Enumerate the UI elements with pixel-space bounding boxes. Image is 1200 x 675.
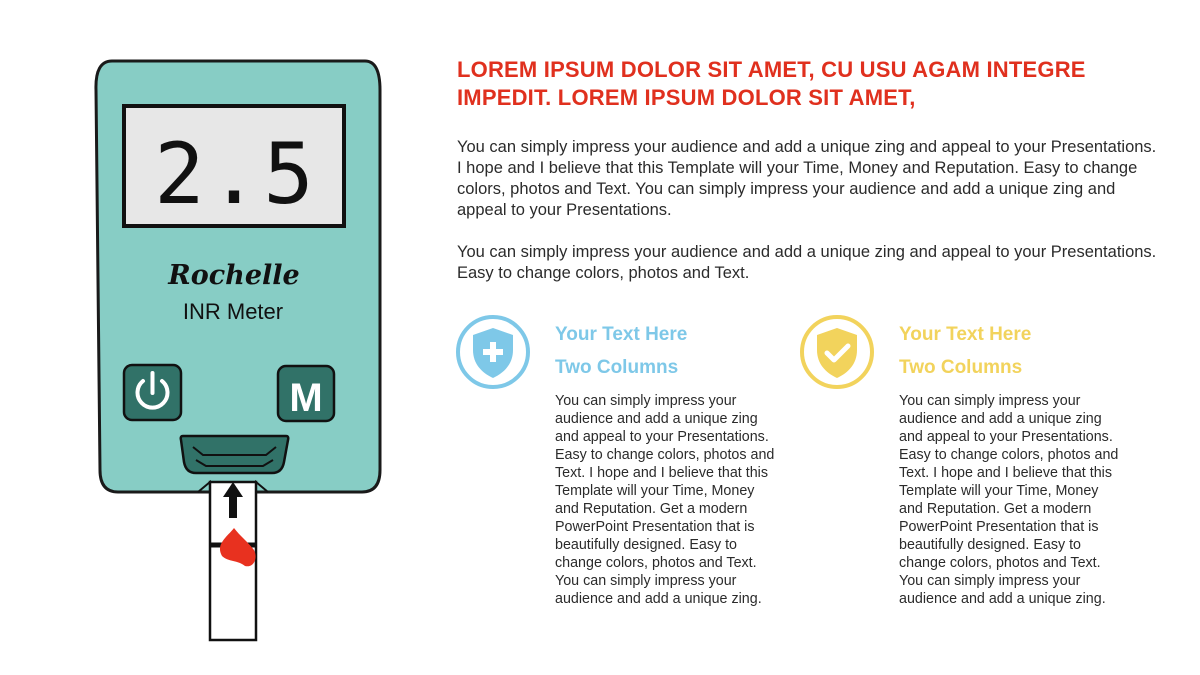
test-strip [198,482,268,640]
model-label: INR Meter [182,299,284,324]
intro-paragraph-2: You can simply impress your audience and add a unique zing and appeal to your Presentations. Easy to change colors, photos and Text. [457,243,1157,282]
strip-slot [181,436,289,473]
column-1-title-line-1: Your Text Here [555,324,688,345]
shield-plus-icon [453,312,533,392]
column-2-body: You can simply impress your audience and add a unique zing and appeal to your Presentations. Easy to change colors, photos and Text. I hope and I believe that this Template will your Time, Money and Reputation. Get a modern PowerPoint Presentation that is beautifully designed. Easy to change colors, photos and Text. You can simply impress your audience and add a unique zing. [899,393,1119,607]
memory-button-label: M [289,376,323,420]
inr-meter-illustration [0,0,420,675]
intro-paragraph-1: You can simply impress your audience and add a unique zing and appeal to your Presentations. I hope and I believe that this Template will your Time, Money and Reputation. Easy to change colors, photos and Text. You can simply impress your audience and add a unique zing and appeal to your Presentations. [457,138,1157,219]
column-1-body: You can simply impress your audience and add a unique zing and appeal to your Presentations. Easy to change colors, photos and Text. I hope and I believe that this Template will your Time, Money and Reputation. Get a modern PowerPoint Presentation that is beautifully designed. Easy to change colors, photos and Text. You can simply impress your audience and add a unique zing. [555,393,775,607]
column-2-title [899,318,1031,384]
brand-name: Rochelle [168,260,300,291]
meter-display-value: 2.5 [154,125,318,223]
column-2-title-line-1: Your Text Here [899,324,1032,345]
column-1-title [555,318,687,384]
headline: LOREM IPSUM DOLOR SIT AMET, CU USU AGAM INTEGRE IMPEDIT. LOREM IPSUM DOLOR SIT AMET, [457,57,1086,110]
memory-button[interactable] [278,366,334,421]
shield-check-icon [797,312,877,392]
column-2-title-line-2: Two Columns [899,357,1023,378]
power-button[interactable] [124,365,181,420]
column-1-title-line-2: Two Columns [555,357,679,378]
